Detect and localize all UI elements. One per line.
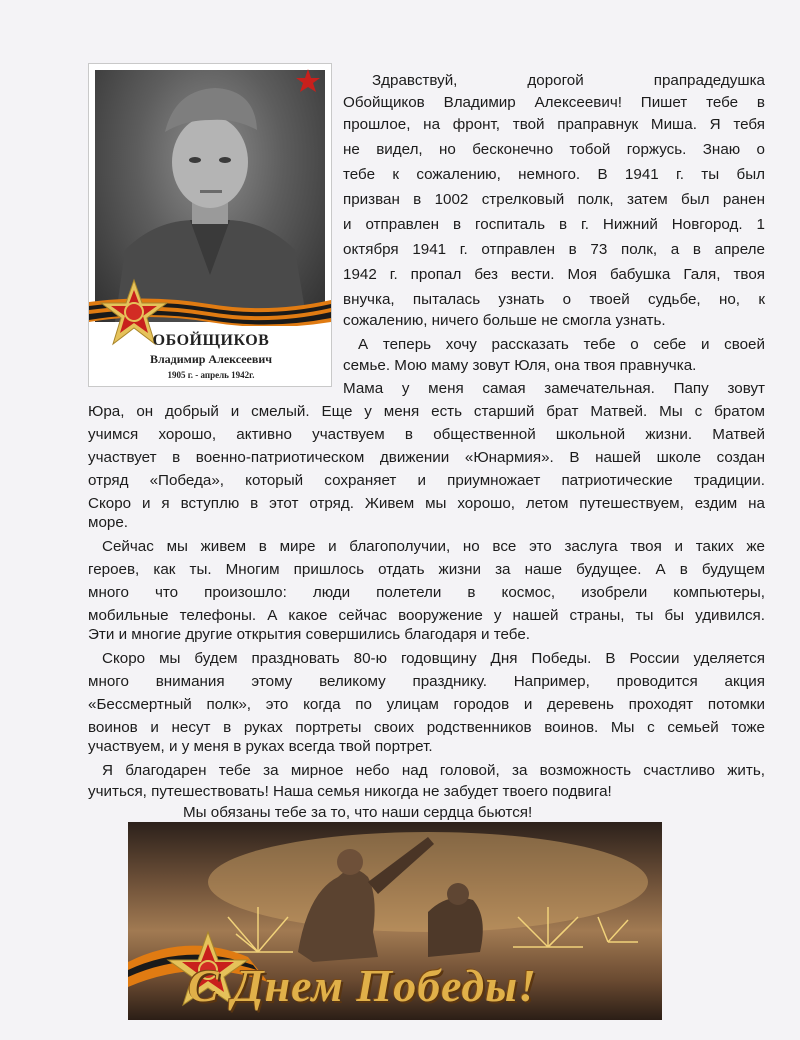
banner-title: С Днем Победы! xyxy=(188,960,538,1011)
letter-line: семье. Мою маму зовут Юля, она твоя правнучка. xyxy=(343,357,697,374)
portrait-given-name: Владимир Алексеевич xyxy=(149,352,273,366)
victory-day-banner xyxy=(128,822,662,1020)
letter-line: Юра, он добрый и смелый. Еще у меня есть старший брат Матвей. Мы с братом xyxy=(88,403,765,420)
letter-line: тебе к сожалению, немного. В 1941 г. ты был xyxy=(343,166,765,183)
letter-line: Скоро и я вступлю в этот отряд. Живем мы хорошо, летом путешествуем, ездим на xyxy=(88,495,765,512)
letter-line: призван в 1002 стрелковый полк, затем был ранен xyxy=(343,191,765,208)
letter-line: А теперь хочу рассказать тебе о себе и своей xyxy=(358,336,765,353)
letter-line: много внимания этому великому празднику. Например, проводится акция xyxy=(88,673,765,690)
portrait-surname: ОБОЙЩИКОВ xyxy=(152,332,270,349)
letter-line: Эти и многие другие открытия совершились благодаря и тебе. xyxy=(88,626,530,643)
letter-line: прошлое, на фронт, твой праправнук Миша. Я тебя xyxy=(343,116,765,133)
letter-line: участвует в военно-патриотическом движении «Юнармия». В нашей школе создан xyxy=(88,449,765,466)
letter-line: Здравствуй, дорогой прапрадедушка xyxy=(372,72,765,89)
letter-line: участвуем, и у меня в руках всегда твой портрет. xyxy=(88,738,433,755)
letter-line: Скоро мы будем праздновать 80-ю годовщину Дня Победы. В России уделяется xyxy=(102,650,765,667)
letter-line: «Бессмертный полк», это когда по улицам городов и деревень проходят потомки xyxy=(88,696,765,713)
letter-line: Мы обязаны тебе за то, что наши сердца бьются! xyxy=(183,804,533,821)
letter-line: Я благодарен тебе за мирное небо над головой, за возможность счастливо жить, xyxy=(102,762,765,779)
letter-line: учиться, путешествовать! Наша семья никогда не забудет твоего подвига! xyxy=(88,783,612,800)
portrait-card xyxy=(88,63,332,387)
letter-line: море. xyxy=(88,514,129,531)
letter-line: и отправлен в госпиталь в г. Нижний Новгород. 1 xyxy=(343,216,765,233)
red-star-icon xyxy=(295,68,321,94)
letter-line: не видел, но бесконечно тобой горжусь. Знаю о xyxy=(343,141,765,158)
letter-line: героев, как ты. Многим пришлось отдать жизни за наше будущее. А в будущем xyxy=(88,561,765,578)
letter-line: сожалению, ничего больше не смогла узнать. xyxy=(343,312,666,329)
letter-line: много что произошло: люди полетели в космос, изобрели компьютеры, xyxy=(88,584,765,601)
letter-line: 1942 г. пропал без вести. Моя бабушка Галя, твоя xyxy=(343,266,765,283)
letter-line: учимся хорошо, активно участвуем в общественной школьной жизни. Матвей xyxy=(88,426,765,443)
letter-line: отряд «Победа», который сохраняет и приумножает патриотические традиции. xyxy=(88,472,765,489)
portrait-dates: 1905 г. - апрель 1942г. xyxy=(167,370,255,380)
letter-line: октября 1941 г. отправлен в 73 полк, а в апреле xyxy=(343,241,765,258)
letter-line: Обойщиков Владимир Алексеевич! Пишет тебе в xyxy=(343,94,765,111)
letter-line: мобильные телефоны. А какое сейчас вооружение у нашей страны, ты бы удивился. xyxy=(88,607,765,624)
letter-line: воинов и несут в руках портреты своих родственников воинов. Мы с семьей тоже xyxy=(88,719,765,736)
letter-line: внучка, пыталась узнать о твоей судьбе, но, к xyxy=(343,291,765,308)
letter-line: Сейчас мы живем в мире и благополучии, но все это заслуга твоя и таких же xyxy=(102,538,765,555)
letter-line: Мама у меня самая замечательная. Папу зовут xyxy=(343,380,765,397)
